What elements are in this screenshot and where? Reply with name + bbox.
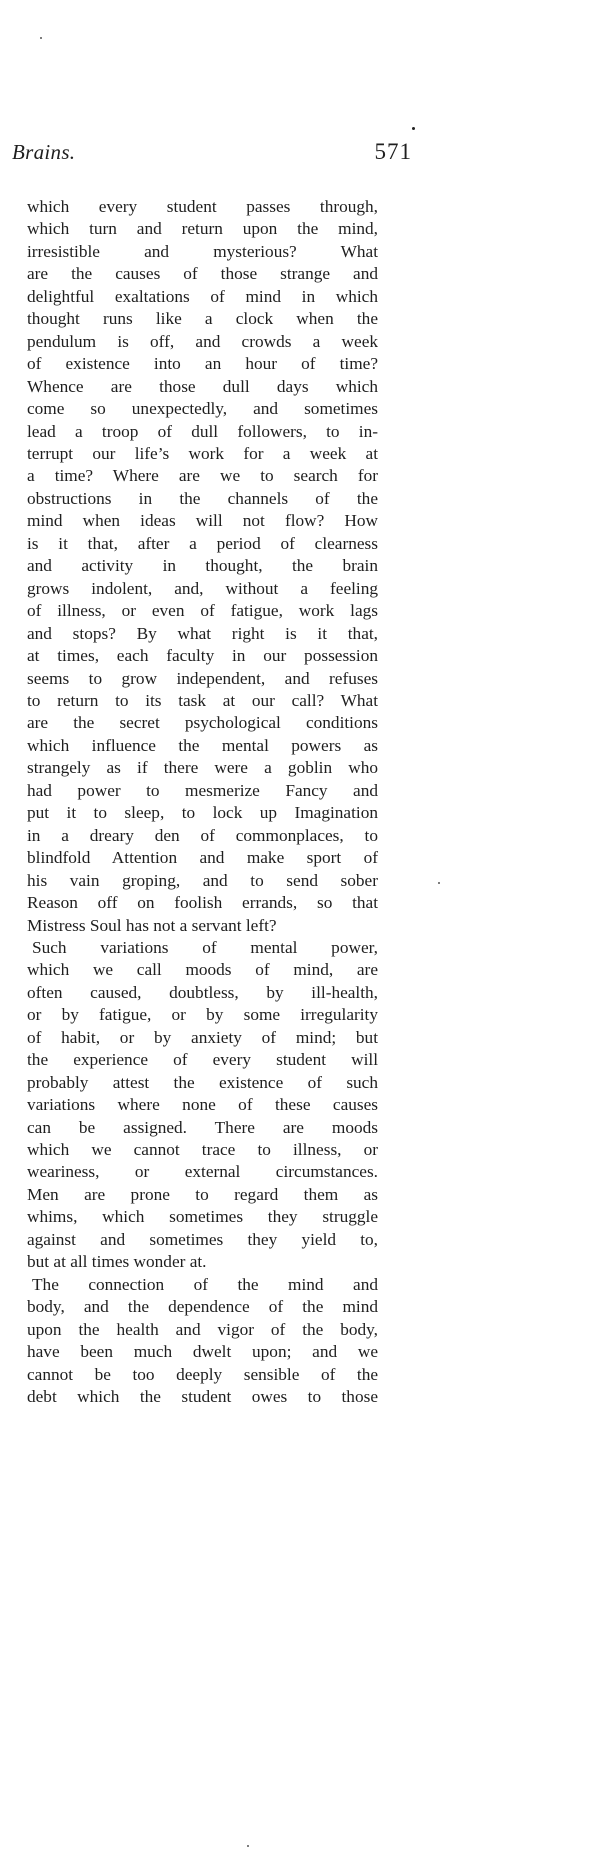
text-line: can be assigned. There are moods: [27, 1117, 378, 1137]
text-line: which influence the mental powers as: [27, 735, 378, 755]
ink-speck: [412, 127, 415, 130]
text-line: put it to sleep, to lock up Imagination: [27, 803, 378, 823]
text-line: Mistress Soul has not a servant left?: [27, 915, 277, 935]
text-line: irresistible and mysterious? What: [27, 241, 378, 261]
text-line: debt which the student owes to those: [27, 1387, 378, 1407]
text-line: The connection of the mind and: [32, 1274, 378, 1294]
text-line: in a dreary den of commonplaces, to: [27, 825, 378, 845]
text-line: probably attest the existence of such: [27, 1072, 378, 1092]
text-line: and activity in thought, the brain: [27, 556, 378, 576]
text-line: have been much dwelt upon; and we: [27, 1342, 378, 1362]
text-line: is it that, after a period of clearness: [27, 533, 378, 553]
text-line: lead a troop of dull followers, to in-: [27, 421, 378, 441]
text-line: Men are prone to regard them as: [27, 1184, 378, 1204]
text-line: had power to mesmerize Fancy and: [27, 780, 378, 800]
text-line: upon the health and vigor of the body,: [27, 1319, 378, 1339]
text-line: variations where none of these causes: [27, 1095, 378, 1115]
text-line: which we cannot trace to illness, or: [27, 1140, 378, 1160]
text-line: Whence are those dull days which: [27, 376, 378, 396]
text-line: terrupt our life’s work for a week at: [27, 443, 378, 463]
ink-speck: [247, 1845, 249, 1847]
text-line: grows indolent, and, without a feeling: [27, 578, 378, 598]
text-line: which we call moods of mind, are: [27, 960, 378, 980]
text-line: strangely as if there were a goblin who: [27, 758, 378, 778]
text-line: Such variations of mental power,: [32, 937, 378, 957]
running-title: Brains.: [12, 140, 76, 164]
text-line: blindfold Attention and make sport of: [27, 848, 378, 868]
text-line: of existence into an hour of time?: [27, 354, 378, 374]
paragraph-3: [27, 1274, 378, 1409]
text-line: to return to its task at our call? What: [27, 690, 378, 710]
text-line: seems to grow independent, and refuses: [27, 668, 378, 688]
ink-speck: [40, 37, 42, 39]
text-line: against and sometimes they yield to,: [27, 1229, 378, 1249]
text-column: [27, 196, 378, 1408]
text-line: which turn and return upon the mind,: [27, 219, 378, 239]
text-line: obstructions in the channels of the: [27, 488, 378, 508]
text-line: Reason off on foolish errands, so that: [27, 893, 378, 913]
text-line: thought runs like a clock when the: [27, 309, 378, 329]
text-line: cannot be too deeply sensible of the: [27, 1364, 378, 1384]
text-line: pendulum is off, and crowds a week: [27, 331, 378, 351]
page-number: 571: [374, 139, 412, 164]
paragraph-2: [27, 937, 378, 1274]
text-line: come so unexpectedly, and sometimes: [27, 399, 378, 419]
running-head: [12, 138, 412, 174]
text-line: the experience of every student will: [27, 1050, 378, 1070]
ink-speck: [438, 882, 440, 884]
text-line: which every student passes through,: [27, 197, 378, 216]
text-line: and stops? By what right is it that,: [27, 623, 378, 643]
text-line: but at all times wonder at.: [27, 1252, 207, 1272]
text-line: of habit, or by anxiety of mind; but: [27, 1027, 378, 1047]
text-line: mind when ideas will not flow? How: [27, 511, 378, 531]
text-line: a time? Where are we to search for: [27, 466, 378, 486]
paragraph-1: [27, 196, 378, 937]
text-line: weariness, or external circumstances.: [27, 1162, 378, 1182]
text-line: of illness, or even of fatigue, work lags: [27, 601, 378, 621]
text-line: whims, which sometimes they struggle: [27, 1207, 378, 1227]
text-line: often caused, doubtless, by ill-health,: [27, 982, 378, 1002]
text-line: body, and the dependence of the mind: [27, 1297, 378, 1317]
text-line: delightful exaltations of mind in which: [27, 286, 378, 306]
text-line: or by fatigue, or by some irregularity: [27, 1005, 378, 1025]
text-line: are the secret psychological conditions: [27, 713, 378, 733]
text-line: are the causes of those strange and: [27, 264, 378, 284]
text-line: at times, each faculty in our possession: [27, 646, 378, 666]
text-line: his vain groping, and to send sober: [27, 870, 378, 890]
